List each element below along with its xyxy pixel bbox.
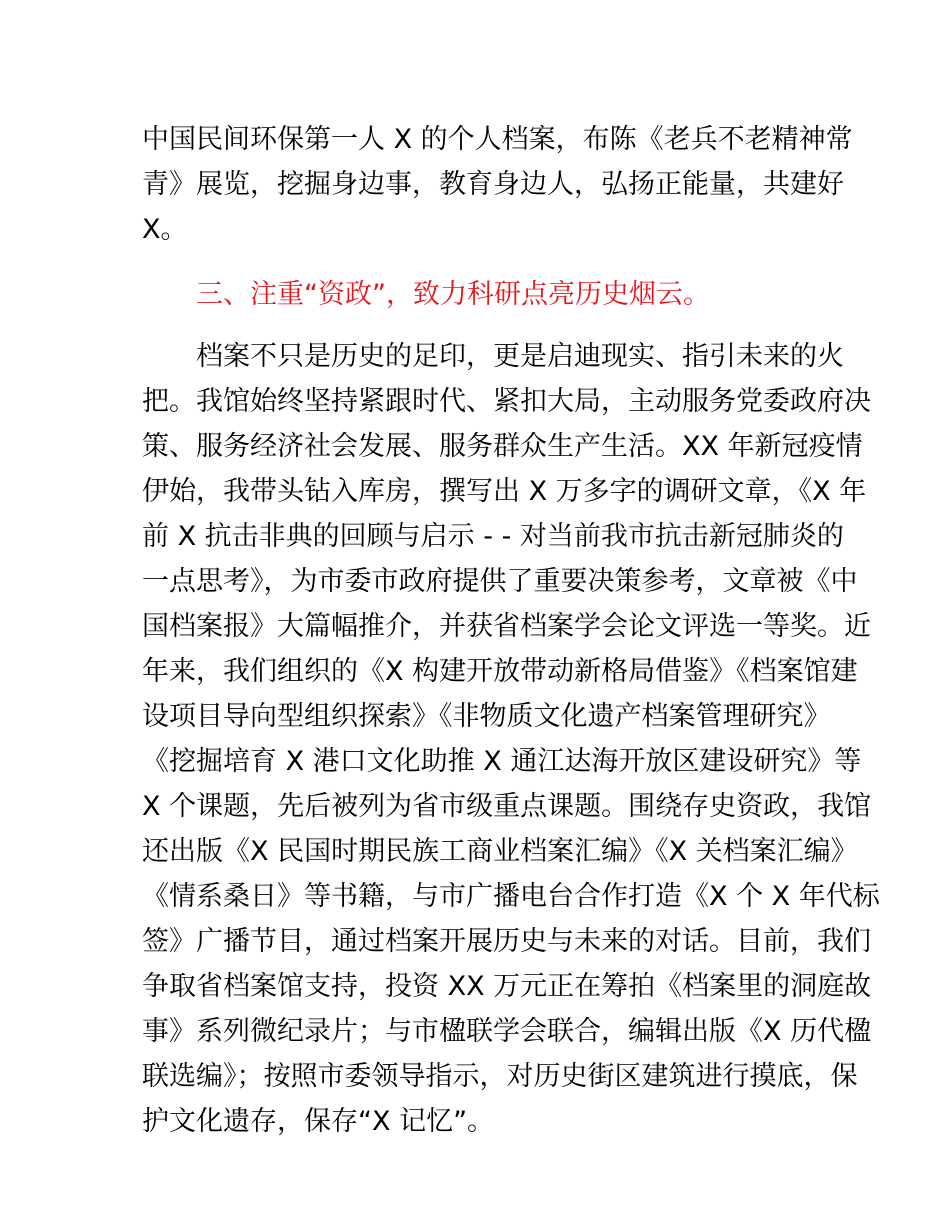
paragraph-line: 签》广播节目，通过档案开展历史与未来的对话。目前，我们 [142,926,871,957]
paragraph-line: 年来，我们组织的《X 构建开放带动新格局借鉴》《档案馆建 [142,656,858,687]
paragraph-line: 一点思考》，为市委市政府提供了重要决策参考，文章被《中 [142,566,858,597]
paragraph-line: 把。我馆始终坚持紧跟时代、紧扣大局，主动服务党委政府决 [142,386,871,417]
paragraph-line: 档案不只是历史的足印，更是启迪现实、指引未来的火 [196,341,844,372]
paragraph-continuation [142,117,853,252]
paragraph-line: 还出版《X 民国时期民族工商业档案汇编》《X 关档案汇编》 [142,836,858,867]
paragraph-line: 中国民间环保第一人 X 的个人档案，布陈《老兵不老精神常 [142,124,853,155]
paragraph-line: X。 [142,214,188,245]
paragraph-line: 前 X 抗击非典的回顾与启示 - - 对当前我市抗击新冠肺炎的 [142,521,844,552]
paragraph-line: 伊始，我带头钻入库房，撰写出 X 万多字的调研文章，《X 年 [142,476,867,507]
paragraph-line: 《挖掘培育 X 港口文化助推 X 通江达海开放区建设研究》等 [142,746,862,777]
section-heading: 三、注重“资政”，致力科研点亮历史烟云。 [196,279,710,310]
paragraph-line: X 个课题，先后被列为省市级重点课题。围绕存史资政，我馆 [142,791,872,822]
paragraph-line: 设项目导向型组织探索》《非物质文化遗产档案管理研究》 [142,701,831,732]
paragraph-line: 事》系列微纪录片；与市楹联学会联合，编辑出版《X 历代楹 [142,1016,872,1047]
paragraph-line: 护文化遗存，保存“X 记忆”。 [142,1106,495,1137]
paragraph-line: 联选编》；按照市委领导指示，对历史街区建筑进行摸底，保 [142,1061,858,1092]
document-page [142,117,880,1144]
paragraph-body [142,334,880,1144]
paragraph-line: 《情系桑日》等书籍，与市广播电台合作打造《X 个 X 年代标 [142,881,880,912]
paragraph-line: 策、服务经济社会发展、服务群众生产生活。XX 年新冠疫情 [142,431,863,462]
paragraph-line: 青》展览，挖掘身边事，教育身边人，弘扬正能量，共建好 [142,169,844,200]
paragraph-line: 国档案报》大篇幅推介，并获省档案学会论文评选一等奖。近 [142,611,871,642]
paragraph-line: 争取省档案馆支持，投资 XX 万元正在筹拍《档案里的洞庭故 [142,971,872,1002]
